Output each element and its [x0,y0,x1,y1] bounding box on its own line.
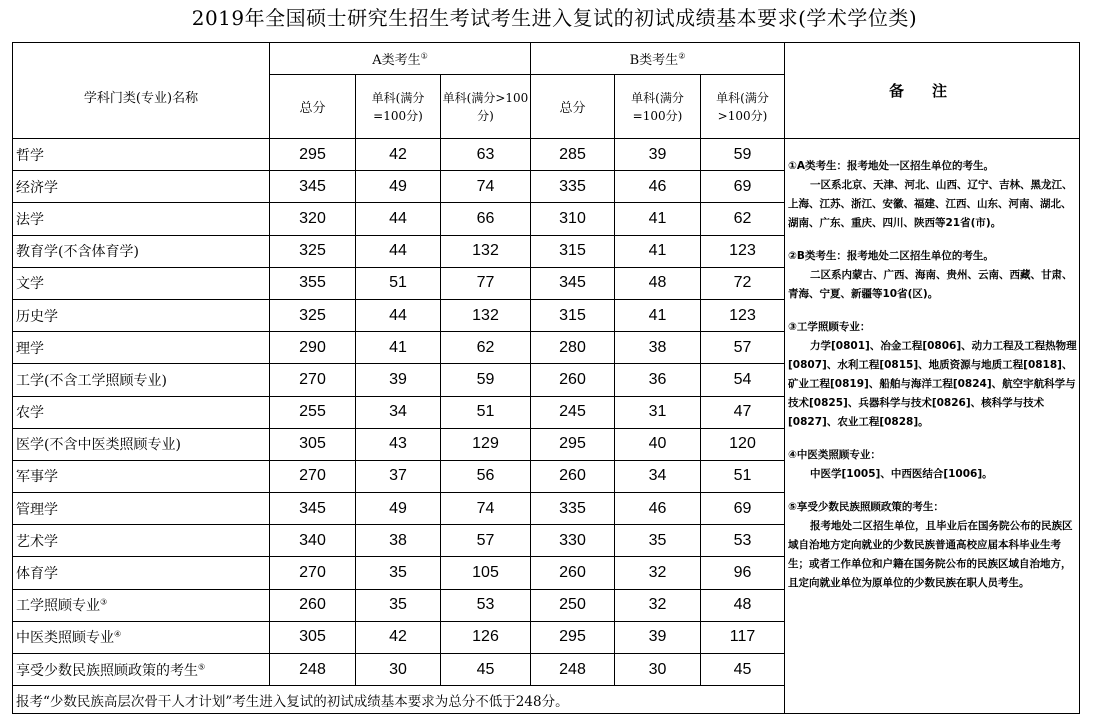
score-cell-a-s1: 44 [356,235,441,267]
score-cell-b-total: 280 [531,332,615,364]
discipline-name: 经济学 [13,171,270,203]
footer-note: 报考“少数民族高层次骨干人才计划”考生进入复试的初试成绩基本要求为总分不低于248分。 [13,686,785,714]
score-cell-a-total: 255 [270,396,356,428]
score-cell-b-s1: 30 [615,654,701,686]
score-cell-b-s2: 54 [701,364,785,396]
note-item: ③工学照顾专业： 力学[0801]、冶金工程[0806]、动力工程及工程热物理[0807]、水利工程[0815]、地质资源与地质工程[0818]、矿业工程[0819]、船舶与海洋工程[0824]、航空宇航科学与技术[0825]、兵器科学与技术[0826]、核科学与技术[0827]、农业工程[0828]。 [788,321,1077,428]
discipline-name: 医学(不含中医类照顾专业) [13,428,270,460]
score-cell-b-total: 315 [531,299,615,331]
score-cell-b-s1: 36 [615,364,701,396]
score-cell-a-s1: 41 [356,332,441,364]
score-cell-b-s2: 62 [701,203,785,235]
score-cell-a-s1: 43 [356,428,441,460]
table-row [13,139,1080,171]
score-cell-b-s1: 34 [615,460,701,492]
discipline-name: 教育学(不含体育学) [13,235,270,267]
score-cell-a-total: 290 [270,332,356,364]
score-cell-a-s2: 57 [441,525,531,557]
score-cell-b-total: 260 [531,460,615,492]
discipline-name: 管理学 [13,493,270,525]
score-cell-a-s1: 49 [356,493,441,525]
score-cell-a-s2: 45 [441,654,531,686]
discipline-name: 工学(不含工学照顾专业) [13,364,270,396]
discipline-name: 工学照顾专业③ [13,589,270,621]
discipline-name: 哲学 [13,139,270,171]
score-cell-b-s1: 38 [615,332,701,364]
score-cell-b-total: 248 [531,654,615,686]
score-cell-a-s2: 63 [441,139,531,171]
score-table [12,42,1080,714]
score-cell-a-total: 305 [270,621,356,653]
note-item: ②B类考生：报考地处二区招生单位的考生。 二区系内蒙古、广西、海南、贵州、云南、西藏、甘肃、青海、宁夏、新疆等10省(区)。 [788,250,1073,300]
discipline-name: 农学 [13,396,270,428]
score-cell-a-total: 270 [270,364,356,396]
score-cell-b-s2: 48 [701,589,785,621]
score-cell-b-s2: 53 [701,525,785,557]
discipline-header: 学科门类(专业)名称 [13,43,270,139]
score-cell-b-s2: 45 [701,654,785,686]
score-cell-a-total: 270 [270,557,356,589]
a-single-over100-header: 单科(满分>100分) [441,75,531,139]
score-cell-a-total: 340 [270,525,356,557]
score-cell-b-s1: 39 [615,139,701,171]
score-cell-a-total: 295 [270,139,356,171]
score-cell-b-s2: 69 [701,171,785,203]
b-single100-header: 单科(满分=100分) [615,75,701,139]
score-cell-b-total: 330 [531,525,615,557]
score-cell-b-s2: 96 [701,557,785,589]
note-item: ④中医类照顾专业： 中医学[1005]、中西医结合[1006]。 [788,449,993,480]
discipline-name: 军事学 [13,460,270,492]
score-cell-b-total: 295 [531,621,615,653]
score-cell-a-s2: 53 [441,589,531,621]
discipline-name: 文学 [13,267,270,299]
score-cell-a-s2: 56 [441,460,531,492]
score-cell-b-s2: 51 [701,460,785,492]
score-cell-a-s2: 129 [441,428,531,460]
score-cell-a-total: 270 [270,460,356,492]
score-cell-a-total: 345 [270,171,356,203]
score-cell-b-s1: 40 [615,428,701,460]
score-cell-b-s2: 120 [701,428,785,460]
score-cell-a-total: 248 [270,654,356,686]
score-cell-a-s1: 42 [356,621,441,653]
score-cell-b-total: 245 [531,396,615,428]
discipline-name: 理学 [13,332,270,364]
score-cell-b-total: 310 [531,203,615,235]
score-cell-b-s1: 41 [615,235,701,267]
score-cell-b-s1: 32 [615,589,701,621]
score-cell-a-s2: 66 [441,203,531,235]
score-cell-b-s2: 72 [701,267,785,299]
note-item: ⑤享受少数民族照顾政策的考生： 报考地处二区招生单位，且毕业后在国务院公布的民族区域自治地方定向就业的少数民族普通高校应届本科毕业生考生；或者工作单位和户籍在国务院公布的民族区域自治地方，且定向就业单位为原单位的少数民族在职人员考生。 [788,501,1073,589]
score-cell-a-s2: 132 [441,235,531,267]
score-cell-a-s1: 51 [356,267,441,299]
score-cell-b-s1: 35 [615,525,701,557]
score-cell-b-s1: 41 [615,203,701,235]
score-cell-b-total: 335 [531,493,615,525]
discipline-name: 中医类照顾专业④ [13,621,270,653]
score-cell-b-s1: 46 [615,493,701,525]
discipline-name: 历史学 [13,299,270,331]
b-single-over100-header: 单科(满分>100分) [701,75,785,139]
score-cell-a-s2: 74 [441,171,531,203]
score-cell-a-s1: 30 [356,654,441,686]
score-cell-a-total: 320 [270,203,356,235]
score-cell-b-s2: 123 [701,235,785,267]
score-cell-a-total: 305 [270,428,356,460]
score-cell-b-s2: 69 [701,493,785,525]
score-cell-a-s2: 132 [441,299,531,331]
score-cell-a-s1: 39 [356,364,441,396]
score-cell-b-total: 315 [531,235,615,267]
score-cell-a-s2: 51 [441,396,531,428]
score-cell-a-total: 260 [270,589,356,621]
note-item: ①A类考生：报考地处一区招生单位的考生。 一区系北京、天津、河北、山西、辽宁、吉林、黑龙江、上海、江苏、浙江、安徽、福建、江西、山东、河南、湖北、湖南、广东、重庆、四川、陕西等21省(市)。 [788,160,1073,229]
score-cell-b-total: 260 [531,557,615,589]
score-cell-b-total: 250 [531,589,615,621]
score-cell-b-total: 345 [531,267,615,299]
score-cell-b-total: 335 [531,171,615,203]
score-cell-b-total: 285 [531,139,615,171]
score-cell-a-s2: 105 [441,557,531,589]
score-cell-a-s2: 62 [441,332,531,364]
score-cell-a-s2: 74 [441,493,531,525]
score-cell-a-total: 325 [270,299,356,331]
score-cell-b-s2: 57 [701,332,785,364]
discipline-name: 体育学 [13,557,270,589]
score-cell-a-s1: 34 [356,396,441,428]
b-total-header: 总分 [531,75,615,139]
score-cell-b-s2: 117 [701,621,785,653]
score-cell-b-s1: 48 [615,267,701,299]
score-cell-b-total: 260 [531,364,615,396]
score-cell-a-s2: 77 [441,267,531,299]
score-cell-a-s1: 38 [356,525,441,557]
score-cell-a-s1: 37 [356,460,441,492]
score-cell-a-s1: 49 [356,171,441,203]
score-cell-a-total: 355 [270,267,356,299]
discipline-name: 法学 [13,203,270,235]
score-cell-a-s1: 35 [356,589,441,621]
score-cell-a-s1: 44 [356,203,441,235]
score-cell-b-total: 295 [531,428,615,460]
score-cell-a-total: 345 [270,493,356,525]
score-cell-b-s1: 39 [615,621,701,653]
score-cell-a-s2: 126 [441,621,531,653]
score-cell-a-s2: 59 [441,364,531,396]
remarks-notes [785,139,1080,714]
discipline-name: 享受少数民族照顾政策的考生⑤ [13,654,270,686]
score-cell-b-s1: 46 [615,171,701,203]
score-cell-a-s1: 35 [356,557,441,589]
score-cell-a-total: 325 [270,235,356,267]
a-single100-header: 单科(满分=100分) [356,75,441,139]
score-cell-b-s1: 41 [615,299,701,331]
score-cell-a-s1: 44 [356,299,441,331]
remarks-header: 备注 [785,43,1080,139]
discipline-name: 艺术学 [13,525,270,557]
score-cell-b-s1: 31 [615,396,701,428]
score-cell-b-s2: 59 [701,139,785,171]
score-cell-b-s1: 32 [615,557,701,589]
score-cell-a-s1: 42 [356,139,441,171]
a-total-header: 总分 [270,75,356,139]
a-group-header: A类考生① [270,43,531,75]
score-cell-b-s2: 47 [701,396,785,428]
score-cell-b-s2: 123 [701,299,785,331]
page-title: 2019年全国硕士研究生招生考试考生进入复试的初试成绩基本要求(学术学位类) [191,6,918,30]
b-group-header: B类考生② [531,43,785,75]
